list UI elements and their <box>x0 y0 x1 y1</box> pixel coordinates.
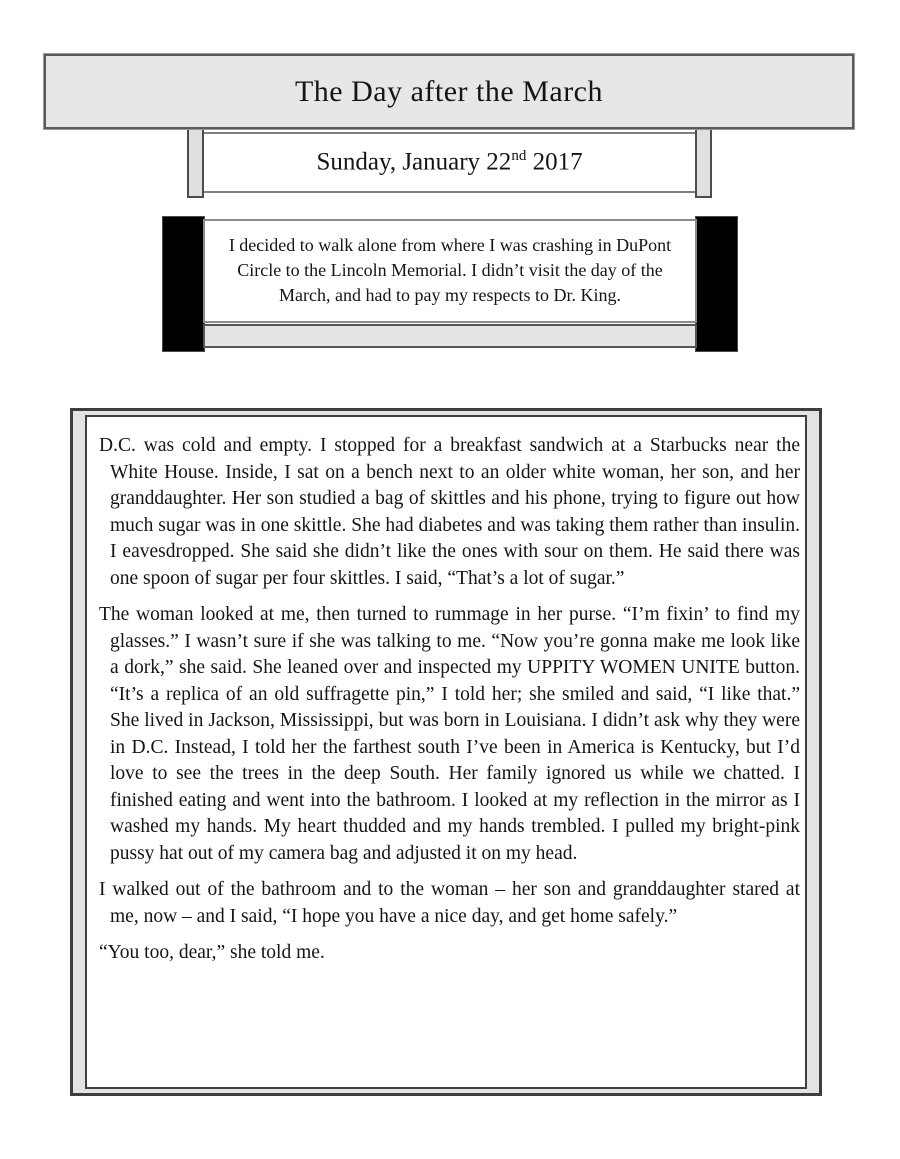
date-text <box>316 148 582 176</box>
body-content <box>85 415 807 1089</box>
paragraph-4: “You too, dear,” she told me. <box>99 942 325 963</box>
date-ordinal-suffix: nd <box>511 148 527 165</box>
page-title: The Day after the March <box>294 74 603 108</box>
date-year: 2017 <box>526 148 583 176</box>
intro-caption-box <box>203 219 697 323</box>
paragraph-1: D.C. was cold and empty. I stopped for a breakfast sandwich at a Starbucks near the White House. Inside, I sat on a bench next to an older white woman, her son, and her granddaughter. Her son studied a bag of skittles and his phone, trying to figure out how much sugar was in one skittle. She had diabetes and was taking them rather than insulin. I eavesdropped. She said she didn’t like the ones with sour on them. He said there was one spoon of sugar per four skittles. I said, “That’s a lot of sugar.” <box>99 435 800 589</box>
title-banner <box>44 54 854 129</box>
paragraph-2: The woman looked at me, then turned to rummage in her purse. “I’m fixin’ to find my glasses.” I wasn’t sure if she was talking to me. “Now you’re gonna make me look like a dork,” she said. She leaned over and inspected my UPPITY WOMEN UNITE button. “It’s a replica of an old suffragette pin,” I told her; she smiled and said, “I like that.” She lived in Jackson, Mississippi, but was born in Louisiana. I didn’t ask why they were in D.C. Instead, I told her the farthest south I’ve been in America is Kentucky, but I’d love to see the trees in the deep South. Her family ignored us while we chatted. I finished eating and went into the bathroom. I looked at my reflection in the mirror as I washed my hands. My heart thudded and my hands trembled. I pulled my bright-pink pussy hat out of my camera bag and adjusted it on my head. <box>99 604 800 864</box>
intro-left-black-bar <box>162 216 205 352</box>
paragraph-3: I walked out of the bathroom and to the woman – her son and granddaughter stared at me, now – and I said, “I hope you have a nice day, and get home safely.” <box>99 879 800 927</box>
date-plaque-right-post <box>695 128 712 198</box>
intro-right-black-bar <box>695 216 738 352</box>
date-prefix: Sunday, January 22 <box>316 148 512 176</box>
intro-text: I decided to walk alone from where I was crashing in DuPont Circle to the Lincoln Memorial. I didn’t visit the day of the March, and had to pay my respects to Dr. King. <box>228 235 672 305</box>
date-plaque <box>195 132 704 193</box>
date-plaque-left-post <box>187 128 204 198</box>
body-frame <box>70 408 822 1096</box>
intro-bottom-strip <box>203 324 697 348</box>
